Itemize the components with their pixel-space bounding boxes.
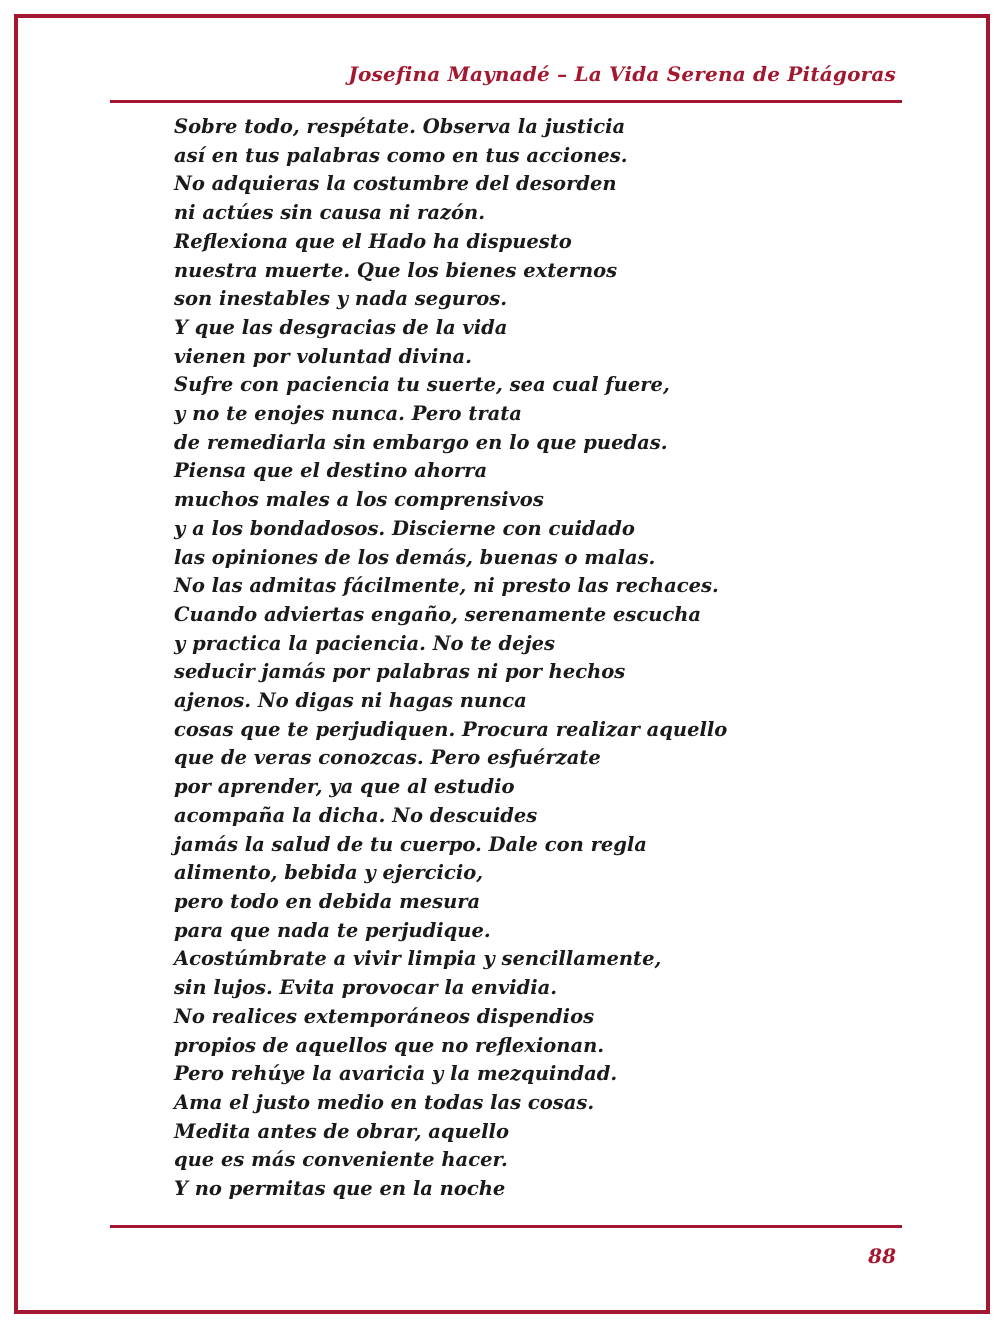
poem-line: así en tus palabras como en tus acciones. — [174, 143, 628, 167]
poem-line: jamás la salud de tu cuerpo. Dale con regla — [174, 832, 647, 856]
page-number: 88 — [868, 1244, 896, 1268]
poem-line: Sobre todo, respétate. Observa la justicia — [174, 115, 626, 138]
poem-line: y no te enojes nunca. Pero trata — [174, 402, 522, 426]
poem-line: Piensa que el destino ahorra — [174, 459, 488, 483]
poem-line: muchos males a los comprensivos — [174, 488, 544, 512]
poem-line: que es más conveniente hacer. — [174, 1148, 508, 1172]
poem-line: propios de aquellos que no reflexionan. — [174, 1033, 605, 1057]
poem-line: nuestra muerte. Que los bienes externos — [174, 258, 618, 282]
poem-line: ajenos. No digas ni hagas nunca — [174, 689, 527, 713]
poem-text — [174, 113, 814, 1204]
poem-line: por aprender, ya que al estudio — [174, 775, 515, 799]
poem-line: alimento, bebida y ejercicio, — [174, 861, 484, 885]
poem-line: Y que las desgracias de la vida — [174, 315, 508, 339]
poem-line: Sufre con paciencia tu suerte, sea cual fuere, — [174, 373, 670, 397]
poem-line: Reflexiona que el Hado ha dispuesto — [174, 229, 572, 253]
poem-line: Ama el justo medio en todas las cosas. — [174, 1090, 595, 1114]
poem-line: Y no permitas que en la noche — [174, 1177, 506, 1201]
footer-divider — [110, 1225, 902, 1228]
poem-line: de remediarla sin embargo en lo que puedas. — [174, 430, 668, 454]
running-header-title: Josefina Maynadé – La Vida Serena de Pitágoras — [348, 62, 896, 86]
poem-line: pero todo en debida mesura — [174, 889, 481, 913]
poem-line: para que nada te perjudique. — [174, 918, 491, 942]
poem-line: vienen por voluntad divina. — [174, 344, 472, 368]
poem-line: acompaña la dicha. No descuides — [174, 803, 538, 827]
poem-line: sin lujos. Evita provocar la envidia. — [174, 976, 558, 1000]
poem-line: son inestables y nada seguros. — [174, 287, 508, 311]
poem-line: que de veras conozcas. Pero esfuérzate — [174, 746, 601, 770]
poem-line: Cuando adviertas engaño, serenamente escucha — [174, 602, 702, 626]
poem-line: cosas que te perjudiquen. Procura realizar aquello — [174, 717, 728, 741]
poem-line: Medita antes de obrar, aquello — [174, 1119, 509, 1143]
poem-line: y a los bondadosos. Discierne con cuidado — [174, 516, 635, 540]
poem-line: ni actúes sin causa ni razón. — [174, 201, 486, 225]
poem-line: Pero rehúye la avaricia y la mezquindad. — [174, 1062, 618, 1086]
poem-line: seducir jamás por palabras ni por hechos — [174, 660, 626, 684]
poem-line: No las admitas fácilmente, ni presto las rechaces. — [174, 574, 719, 598]
poem-line: No realices extemporáneos dispendios — [174, 1004, 595, 1028]
poem-line: y practica la paciencia. No te dejes — [174, 631, 556, 655]
poem-line: las opiniones de los demás, buenas o malas. — [174, 545, 656, 569]
poem-line: No adquieras la costumbre del desorden — [174, 172, 617, 196]
poem-line: Acostúmbrate a vivir limpia y sencillamente, — [174, 947, 662, 971]
header-divider — [110, 100, 902, 103]
